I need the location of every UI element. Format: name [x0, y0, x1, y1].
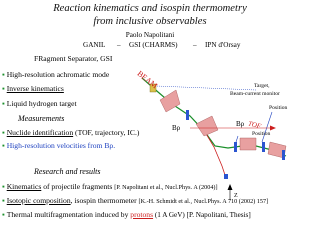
research-item-3-protons: protons [130, 210, 154, 219]
dipole-magnet-1 [160, 90, 180, 112]
research-item-3 [2, 210, 251, 219]
research-item-2-rest: , isospin thermometer [70, 196, 139, 205]
measurement-item-2-rest: Bρ. [104, 141, 116, 150]
detector-3 [262, 142, 265, 152]
detector-4 [282, 150, 285, 160]
affiliation-separator-2: – [193, 41, 197, 49]
research-item-1-ref: [P. Napolitani et al., Nucl.Phys. A (2004)] [114, 184, 218, 191]
bullet-icon: ▪ [2, 99, 5, 108]
research-item-2-ref-link: Nucl.Phys. A 710 (2002) 157] [193, 198, 269, 205]
bullet-icon: ▪ [2, 182, 5, 191]
presentation-title-line1: Reaction kinematics and isospin thermometry [53, 3, 247, 14]
measurements-heading: Measurements [18, 114, 65, 123]
target-pointer [156, 86, 256, 90]
setup-bullet-2-text: Inverse kinematics [6, 84, 64, 93]
tof-arrowhead [270, 126, 276, 131]
bullet-icon: ▪ [2, 128, 5, 137]
target-label: Target, [254, 83, 270, 89]
position-arrow-2 [236, 136, 238, 142]
affiliation-ganil: GANIL [83, 41, 106, 49]
tof-label: TOF [247, 119, 262, 131]
bullet-icon: ▪ [2, 84, 5, 93]
research-item-1-rest: of projectile fragments [41, 182, 115, 191]
bullet-icon: ▪ [2, 210, 5, 219]
beam-monitor-label: Beam-current monitor [230, 91, 280, 97]
affiliation-ipn: IPN d'Orsay [205, 41, 241, 49]
brho-label-2: Bρ [236, 120, 245, 128]
presentation-title-line2: from inclusive observables [93, 16, 207, 27]
research-item-2-ref: [K.-H. Schmidt et al., [138, 198, 192, 205]
bullet-icon: ▪ [2, 141, 5, 150]
z-axis-label: Z [234, 193, 238, 199]
research-heading: Research and results [34, 167, 101, 176]
beam-label: BEAM [135, 69, 160, 91]
measurement-item-1-rest: (TOF, trajectory, IC.) [73, 128, 140, 137]
measurement-item-2-main: High-resolution velocities from [6, 141, 105, 150]
bullet-icon: ▪ [2, 196, 5, 205]
position-label-2: Position [252, 131, 271, 137]
dipole-magnet-2 [196, 116, 218, 136]
research-item-3-main: Thermal multifragmentation induced by [6, 210, 131, 219]
z-arrowhead [228, 184, 233, 190]
research-item-1 [2, 182, 218, 191]
research-item-2-main: Isotopic composition [6, 196, 71, 205]
author-name: Paolo Napolitani [125, 31, 175, 39]
position-label-1: Position [269, 105, 288, 111]
detector-1 [186, 110, 189, 120]
research-item-2 [2, 196, 268, 205]
detector-2 [234, 142, 237, 152]
affiliation-gsi: GSI (CHARMS) [129, 41, 178, 49]
measurement-item-1-main: Nuclide identification [6, 128, 74, 137]
detector-5 [224, 174, 228, 179]
frs-heading: FRagment Separator, GSI [34, 54, 113, 63]
beamline-lower-path [205, 132, 226, 178]
setup-bullet-3-text: Liquid hydrogen target [6, 99, 77, 108]
measurement-item-1 [2, 128, 139, 137]
bullet-icon: ▪ [2, 70, 5, 79]
dipole-magnet-3 [240, 138, 256, 150]
research-item-1-main: Kinematics [6, 182, 42, 191]
affiliation-separator-1: – [117, 41, 121, 49]
brho-label-1: Bρ [172, 124, 181, 132]
research-item-3-ref: (1 A GeV) [P. Napolitani, Thesis] [153, 211, 251, 219]
measurement-item-2 [2, 141, 115, 150]
setup-bullet-1-text: High-resolution achromatic mode [6, 70, 110, 79]
